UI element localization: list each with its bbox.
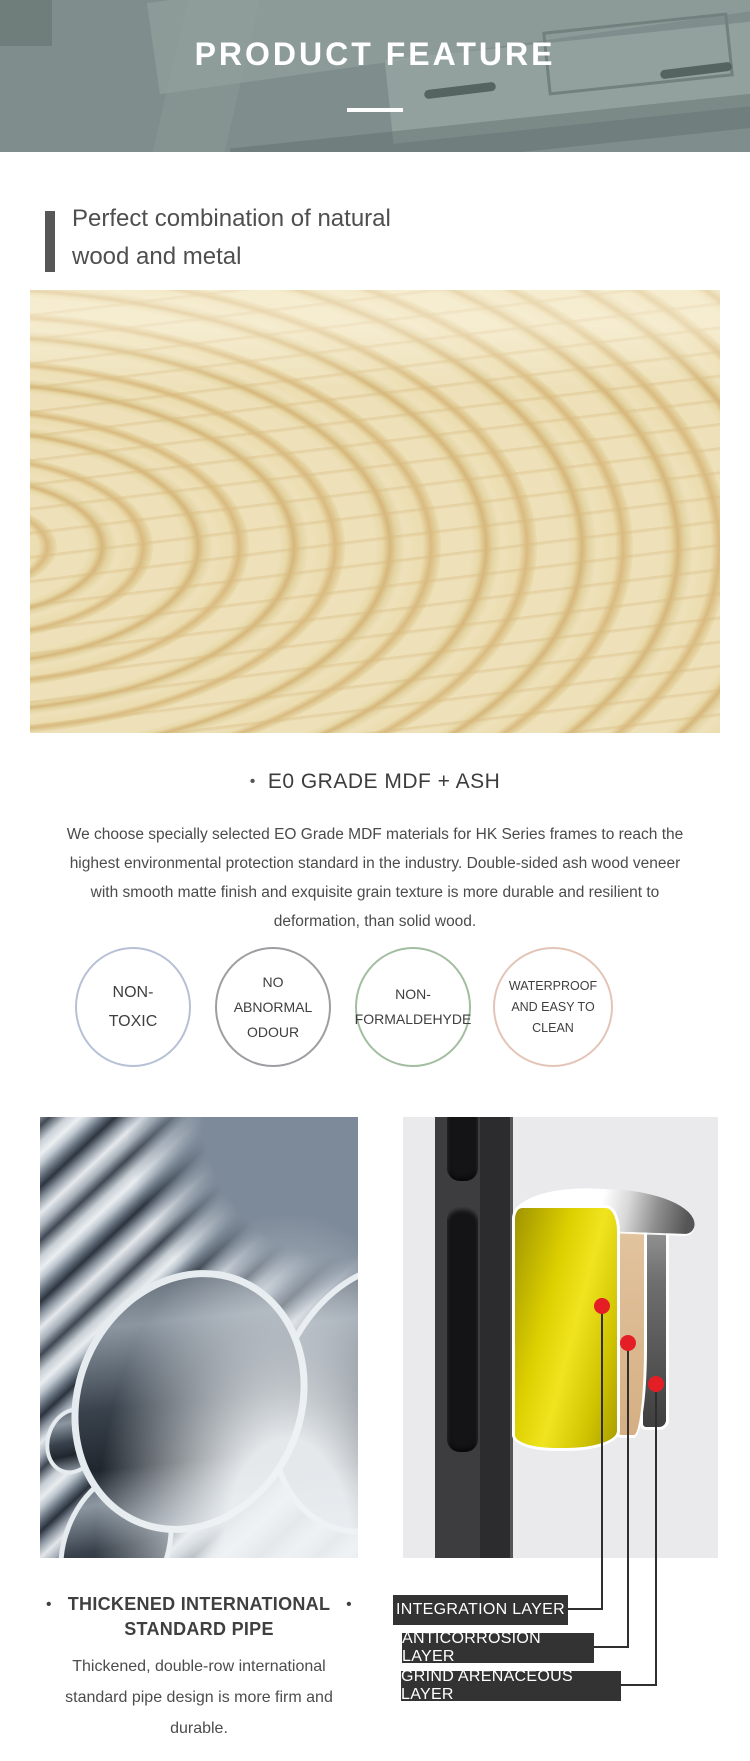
bullet-icon: • — [249, 773, 256, 790]
badge-waterproof — [493, 947, 613, 1067]
pipe-heading-text: THICKENED INTERNATIONAL — [67, 1594, 331, 1614]
badge-line: NON- — [112, 984, 154, 1001]
mdf-paragraph — [40, 820, 710, 936]
banner-underline — [347, 108, 403, 112]
badge-line: AND EASY TO — [511, 999, 595, 1014]
badge-line: NO — [262, 973, 284, 990]
badge-no-odour — [215, 947, 331, 1067]
badge-line: ABNORMAL — [233, 998, 313, 1015]
pipe-paragraph-line: Thickened, double-row international — [72, 1658, 326, 1675]
wood-grain-photo — [30, 290, 720, 733]
connector-line — [594, 1646, 629, 1648]
label-anticorrosion-layer: ANTICORROSION LAYER — [402, 1633, 594, 1663]
intro-heading-line1: Perfect combination of natural — [72, 205, 391, 232]
bullet-icon: • — [346, 1596, 352, 1613]
connector-line — [627, 1343, 629, 1648]
banner-title: PRODUCT FEATURE — [194, 36, 556, 72]
badge-line: TOXIC — [108, 1013, 158, 1030]
metal-frame-post — [435, 1117, 513, 1558]
badge-line: WATERPROOF — [508, 978, 598, 993]
badge-non-formaldehyde — [355, 947, 471, 1067]
steel-pipes-photo — [40, 1117, 358, 1558]
mdf-paragraph-line: with smooth matte finish and exquisite grain texture is more durable and resilient to — [90, 884, 660, 901]
mdf-paragraph-line: highest environmental protection standard in the industry. Double-sided ash wood veneer — [69, 855, 681, 872]
intro-heading — [72, 200, 391, 276]
banner — [0, 0, 750, 152]
intro-heading-line2: wood and metal — [72, 243, 242, 270]
layer-marker-dot — [648, 1376, 664, 1392]
badge-line: NON- — [395, 986, 431, 1002]
mdf-paragraph-line: We choose specially selected EO Grade MDF materials for HK Series frames to reach the — [66, 826, 684, 843]
pipe-heading-line1 — [40, 1592, 358, 1617]
integration-layer-sheet — [512, 1205, 620, 1451]
mdf-title — [0, 770, 750, 794]
mdf-title-text: E0 GRADE MDF + ASH — [267, 770, 501, 793]
badge-line: CLEAN — [532, 1020, 574, 1035]
connector-line — [621, 1684, 657, 1686]
bullet-icon: • — [46, 1596, 52, 1613]
connector-line — [655, 1384, 657, 1686]
badge-line: ODOUR — [246, 1023, 300, 1040]
mdf-paragraph-line: deformation, than solid wood. — [273, 913, 477, 930]
layer-marker-dot — [620, 1335, 636, 1351]
accent-bar — [45, 211, 55, 272]
pipe-paragraph-line: standard pipe design is more firm and — [65, 1689, 333, 1706]
pipe-paragraph-line: durable. — [170, 1720, 228, 1737]
connector-line — [601, 1306, 603, 1610]
badge-non-toxic — [75, 947, 191, 1067]
frame-slot — [447, 1207, 478, 1452]
connector-line — [568, 1608, 603, 1610]
label-grind-arenaceous-layer: GRIND ARENACEOUS LAYER — [401, 1671, 621, 1701]
pipe-heading-line2: STANDARD PIPE — [124, 1619, 274, 1639]
badge-line: FORMALDEHYDE — [354, 1011, 472, 1027]
layer-marker-dot — [594, 1298, 610, 1314]
frame-layers-illustration — [403, 1117, 718, 1558]
frame-slot — [447, 1117, 478, 1181]
pipe-feature-block — [40, 1592, 358, 1744]
pipe-highlight — [40, 1117, 358, 1558]
label-integration-layer: INTEGRATION LAYER — [393, 1595, 568, 1625]
pipe-paragraph — [40, 1651, 358, 1744]
